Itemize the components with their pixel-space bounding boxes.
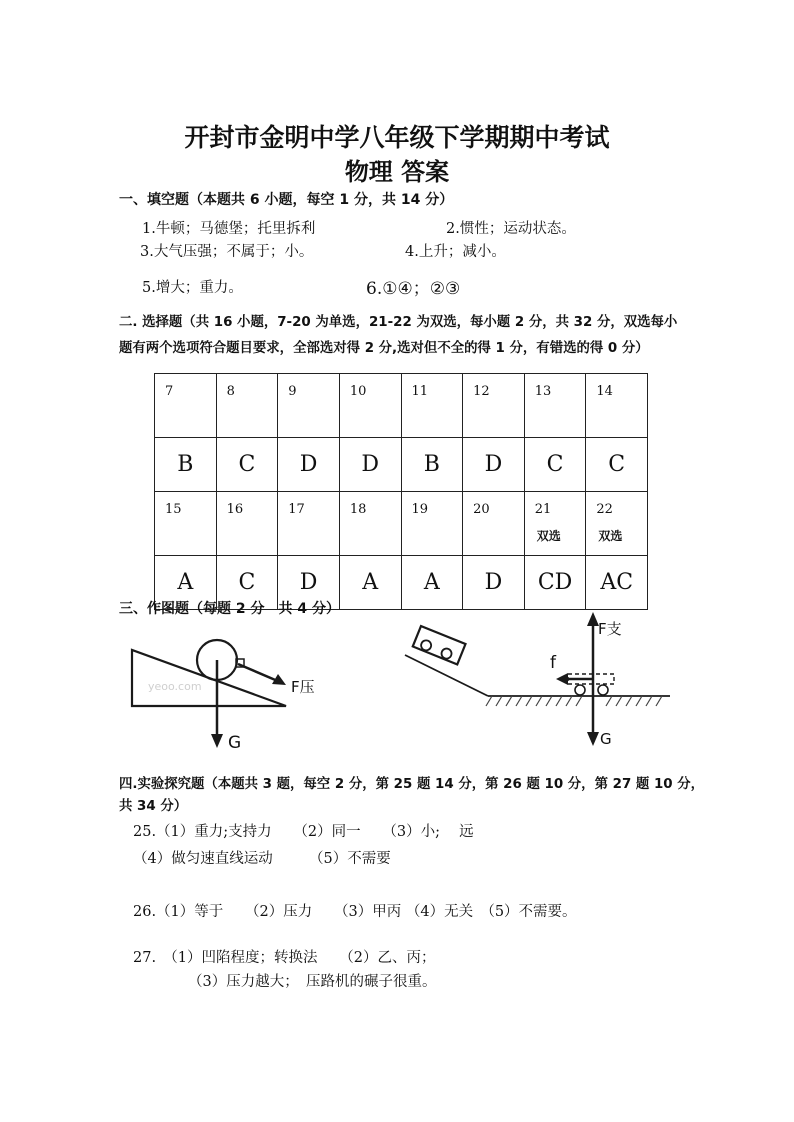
answer-letter: C xyxy=(216,556,278,610)
question-number: 15 xyxy=(155,492,217,556)
section3-heading: 三、作图题（每题 2 分 共 4 分） xyxy=(119,601,340,617)
cart-wheel xyxy=(598,685,608,695)
answer-letter: D xyxy=(339,438,401,492)
support-force-label: F支 xyxy=(598,620,622,638)
question-number: 13 xyxy=(524,374,586,438)
answer-4: 4.上升；减小。 xyxy=(405,244,506,260)
answer-letter: A xyxy=(401,556,463,610)
answer-letter: CD xyxy=(524,556,586,610)
cart-wheel xyxy=(575,685,585,695)
section4-heading-line1: 四.实验探究题（本题共 3 题，每空 2 分，第 25 题 14 分，第 26 题 10 分，第 27 题 10 分， xyxy=(119,777,705,792)
answer-27-line2: （3）压力越大； 压路机的碾子很重。 xyxy=(188,974,437,990)
answer-table xyxy=(154,373,648,610)
answer-1: 1.牛顿；马德堡；托里拆利 xyxy=(142,221,316,237)
answer-25-line2: （4）做匀速直线运动 （5）不需要 xyxy=(133,851,391,867)
question-number: 16 xyxy=(216,492,278,556)
section4-heading-line2: 共 34 分） xyxy=(119,799,188,814)
section2-heading-line2: 题有两个选项符合题目要求，全部选对得 2 分,选对但不全的得 1 分，有错选的得 0 分） xyxy=(119,341,649,356)
page-title: 开封市金明中学八年级下学期期中考试 xyxy=(184,123,610,152)
question-number: 11 xyxy=(401,374,463,438)
question-number: 8 xyxy=(216,374,278,438)
question-number: 19 xyxy=(401,492,463,556)
incline-ball-diagram xyxy=(120,620,340,760)
answer-6: 6.①④；②③ xyxy=(366,279,461,299)
table-row-answers-1 xyxy=(155,438,648,492)
table-row-numbers-1 xyxy=(155,374,648,438)
answer-25-line1: 25.（1）重力;支持力 （2）同一 （3）小; 远 xyxy=(133,824,474,840)
answer-letter: A xyxy=(339,556,401,610)
section1-heading: 一、填空题（本题共 6 小题，每空 1 分，共 14 分） xyxy=(119,192,454,208)
answer-26: 26.（1）等于 （2）压力 （3）甲丙 （4）无关 （5）不需要。 xyxy=(133,904,577,920)
page-subtitle: 物理 答案 xyxy=(344,158,450,186)
question-number: 7 xyxy=(155,374,217,438)
gravity-arrow-head xyxy=(211,734,223,748)
answer-letter: D xyxy=(278,438,340,492)
question-number: 9 xyxy=(278,374,340,438)
gravity-label: G xyxy=(228,733,242,753)
answer-letter: D xyxy=(463,438,525,492)
cart-forces-diagram xyxy=(400,610,690,760)
dual-choice-label: 双选 xyxy=(598,529,623,543)
question-number: 17 xyxy=(278,492,340,556)
question-number: 18 xyxy=(339,492,401,556)
answer-2: 2.惯性；运动状态。 xyxy=(446,221,576,237)
answer-letter: C xyxy=(216,438,278,492)
answer-letter: AC xyxy=(586,556,648,610)
gravity-arrow-head xyxy=(587,732,599,746)
gravity-label: G xyxy=(600,730,612,748)
pressure-force-label: F压 xyxy=(291,678,315,696)
question-number: 20 xyxy=(463,492,525,556)
answer-27-line1: 27. （1）凹陷程度；转换法 （2）乙、丙； xyxy=(133,950,436,966)
section2-heading-line1: 二. 选择题（共 16 小题，7-20 为单选，21-22 为双选，每小题 2 分，共 32 分，双选每小 xyxy=(119,315,678,330)
table-row-numbers-2 xyxy=(155,492,648,556)
question-number: 14 xyxy=(586,374,648,438)
answer-letter: B xyxy=(401,438,463,492)
question-number: 21 xyxy=(534,502,552,517)
friction-arrow-head xyxy=(556,673,568,685)
pressure-force-line xyxy=(238,664,280,682)
answer-letter: B xyxy=(155,438,217,492)
answer-letter: A xyxy=(155,556,217,610)
question-number-cell xyxy=(524,492,586,556)
question-number: 22 xyxy=(596,502,613,517)
answer-letter: C xyxy=(586,438,648,492)
dual-choice-label: 双选 xyxy=(536,529,561,543)
question-number: 10 xyxy=(339,374,401,438)
question-number: 12 xyxy=(463,374,525,438)
answer-3: 3.大气压强；不属于；小。 xyxy=(140,244,314,260)
answer-letter: D xyxy=(463,556,525,610)
ground-hatching xyxy=(486,696,662,706)
answer-letter: C xyxy=(524,438,586,492)
watermark: yeoo.com xyxy=(148,680,202,693)
answer-5: 5.增大；重力。 xyxy=(142,280,243,296)
answer-letter: D xyxy=(278,556,340,610)
cart-on-slope xyxy=(413,626,466,664)
friction-label: f xyxy=(550,653,556,673)
question-number-cell xyxy=(586,492,648,556)
